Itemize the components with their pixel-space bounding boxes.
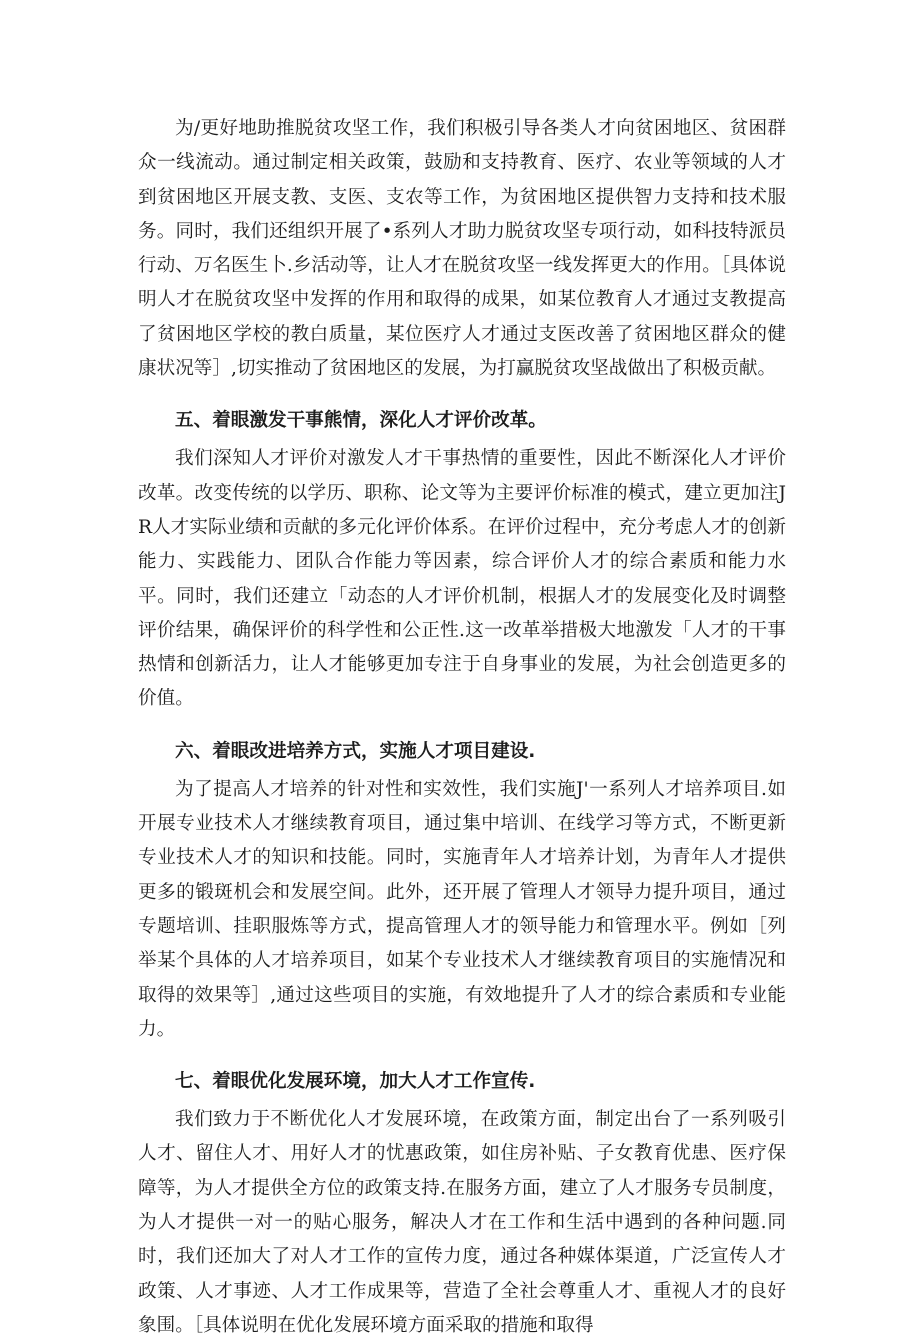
paragraph-talent-evaluation: 我们深知人才评价对激发人才干事热情的重要性，因此不断深化人才评价改革。改变传统的以学历、职称、论文等为主要评价标准的模式，建立更加注JR人才实际业绩和贡献的多元化评价体系。在评价过程中，充分考虑人才的创新能力、实践能力、团队合作能力等因素，综合评价人才的综合素质和能力水平。同时，我们还建立「动态的人才评价机制，根据人才的发展变化及时调整评价结果，确保评价的科学性和公正性.这一改革举措极大地激发「人才的干事热情和创新活力，让人才能够更加专注于自身事业的发展，为社会创造更多的价值。 bbox=[138, 448, 786, 710]
paragraph-poverty-alleviation: 为/更好地助推脱贫攻坚工作，我们积极引导各类人才向贫困地区、贫困群众一线流动。通过制定相关政策，鼓励和支持教育、医疗、农业等领域的人才到贫困地区开展支教、支医、支农等工作，为贫困地区提供智力支持和技术服务。同时，我们还组织开展了•系列人才助力脱贫攻坚专项行动，如科技特派员行动、万名医生卜.乡活动等，让人才在脱贫攻坚一线发挥更大的作用。［具体说明人才在脱贫攻坚中发挥的作用和取得的成果，如某位教育人才通过支教提高了贫困地区学校的教白质量，某位医疗人才通过支医改善了贫困地区群众的健康状况等］,切实推动了贫困地区的发展，为打赢脱贫攻坚战做出了积极贡献。 bbox=[138, 118, 786, 380]
paragraph-development-environment: 我们致力于不断优化人才发展环境，在政策方面，制定出台了一系列吸引人才、留住人才、用好人才的忧惠政策，如住房补贴、子女教育优患、医疗保障等，为人才提供全方位的政策支持.在服务方面，建立了人才服务专员制度，为人才提供一对一的贴心服务，解决人才在工作和生活中遇到的各种问题.同时，我们还加大了对人才工作的宣传力度，通过各种媒体渠道，广泛宣传人才政策、人才事迹、人才工作成果等，营造了全社会尊重人才、重视人才的良好象围。［具体说明在优化发展环境方面采取的措施和取得 bbox=[138, 1109, 786, 1336]
section-heading-6: 六、着眼改进培养方式，实施人才项目建设. bbox=[175, 740, 536, 762]
section-heading-7: 七、着眼优化发展环境，加大人才工作宣传. bbox=[175, 1071, 536, 1093]
paragraph-talent-projects: 为了提高人才培养的针对性和实效性，我们实施J'一系列人才培养项目.如开展专业技术人才继续教育项目，通过集中培训、在线学习等方式，不断更新专业技术人才的知识和技能。同时，实施青年人才培养计划，为青年人才提供更多的锻斑机会和发展空间。此外，还开展了管理人才领导力提升项目，通过专题培训、挂职服炼等方式，提高管理人才的领导能力和管理水平。例如［列举某个具体的人才培养项目，如某个专业技术人才继续教育项目的实施情况和取得的效果等］,通过这些项目的实施，有效地提升了人才的综合素质和专业能力。 bbox=[138, 778, 786, 1040]
section-heading-5: 五、着眼激发干事熊情，深化人才评价改革。 bbox=[175, 410, 547, 432]
document-page bbox=[138, 112, 786, 1343]
